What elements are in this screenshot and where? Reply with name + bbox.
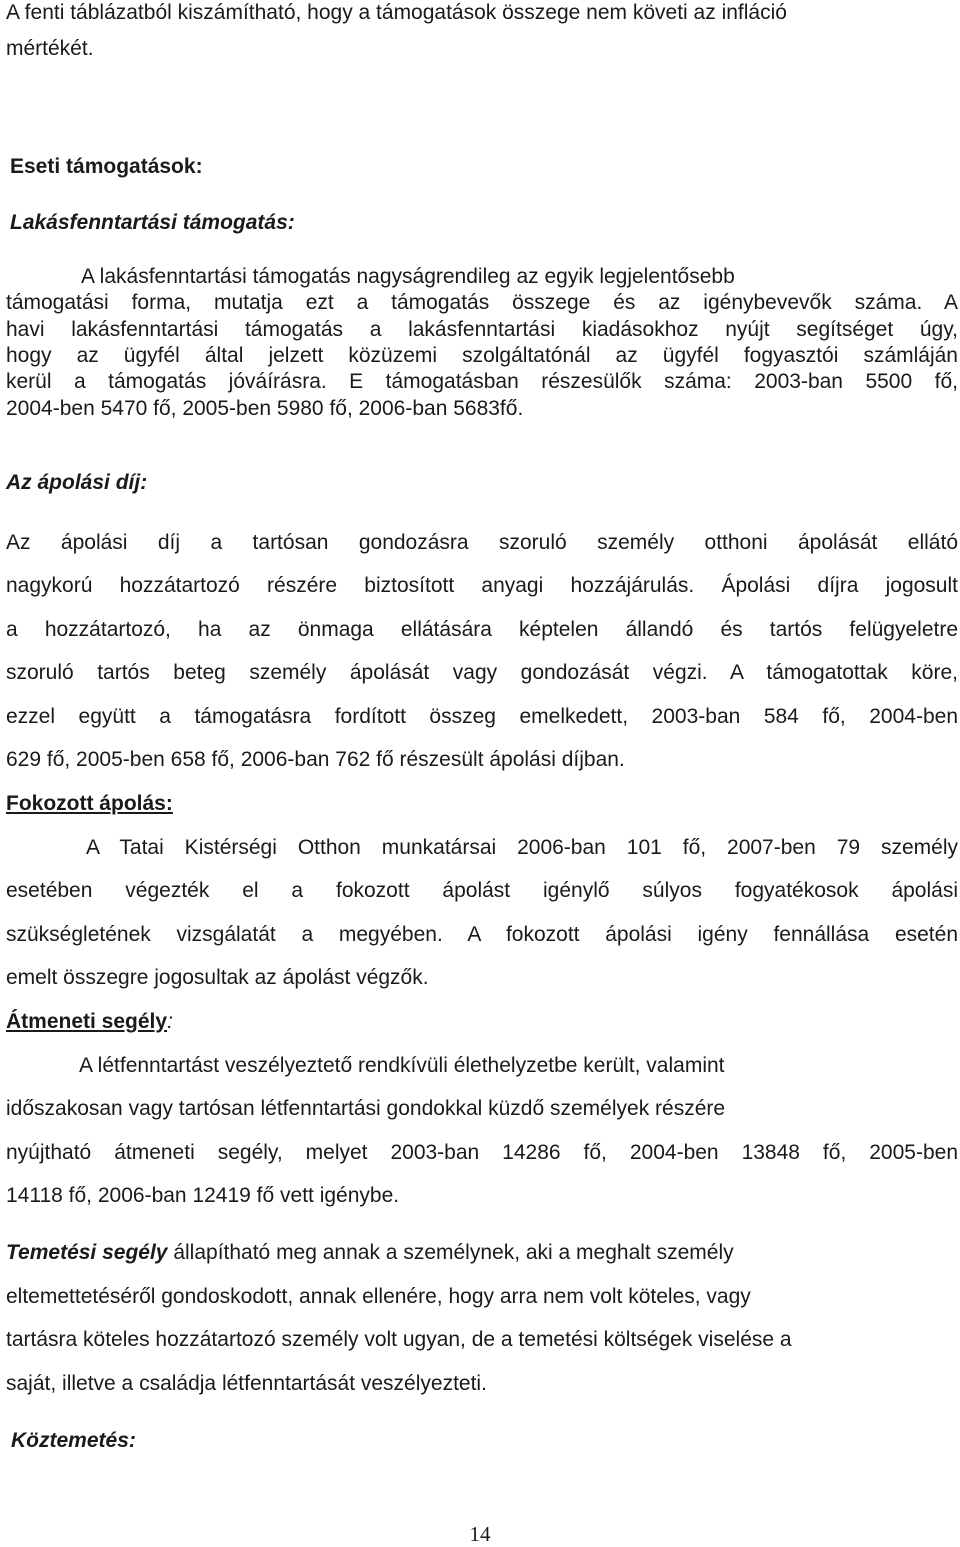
fokozott-line-2: esetében végezték el a fokozott ápolást igénylő súlyos fogyatékosok ápolási [6,879,958,902]
intro-line-1: A fenti táblázatból kiszámítható, hogy a támogatások összege nem követi az infláció [6,1,787,24]
lakas-subheading: Lakásfenntartási támogatás: [10,211,295,234]
lakas-line-5: kerül a támogatás jóváírásra. E támogatásban részesülők száma: 2003-ban 5500 fő, [6,370,958,393]
temetesi-line-1 [6,1242,734,1263]
apolasi-line-1: Az ápolási díj a tartósan gondozásra szoruló személy otthoni ápolását ellátó [6,531,958,554]
apolasi-line-6: 629 fő, 2005-ben 658 fő, 2006-ban 762 fő részesült ápolási díjban. [6,748,625,771]
fokozott-line-1: A Tatai Kistérségi Otthon munkatársai 2006-ban 101 fő, 2007-ben 79 személy [86,836,958,859]
apolasi-line-2: nagykorú hozzátartozó részére biztosított anyagi hozzájárulás. Ápolási díjra jogosult [6,574,958,597]
atmeneti-line-3: nyújtható átmeneti segély, melyet 2003-ban 14286 fő, 2004-ben 13848 fő, 2005-ben [6,1141,958,1164]
fokozott-heading: Fokozott ápolás: [6,792,173,815]
eseti-heading: Eseti támogatások: [10,155,203,178]
temetesi-heading: Temetési segély [6,1241,168,1264]
temetesi-line-2: eltemettetéséről gondoskodott, annak ellenére, hogy arra nem volt köteles, vagy [6,1285,751,1308]
temetesi-line-3: tartásra köteles hozzátartozó személy volt ugyan, de a temetési költségek viselése a [6,1328,792,1351]
apolasi-line-3: a hozzátartozó, ha az önmaga ellátására képtelen állandó és tartós felügyeletre [6,618,958,641]
lakas-line-4: hogy az ügyfél által jelzett közüzemi szolgáltatónál az ügyfél fogyasztói számláján [6,344,958,367]
page-number: 14 [469,1522,491,1546]
atmeneti-heading-line [6,1011,173,1032]
lakas-line-2: támogatási forma, mutatja ezt a támogatás összege és az igénybevevők száma. A [6,291,958,314]
temetesi-line-1-rest: állapítható meg annak a személynek, aki a meghalt személy [167,1241,734,1264]
lakas-line-6: 2004-ben 5470 fő, 2005-ben 5980 fő, 2006-ban 5683fő. [6,397,524,420]
atmeneti-line-2: időszakosan vagy tartósan létfenntartási gondokkal küzdő személyek részére [6,1097,726,1120]
atmeneti-colon: : [167,1010,173,1033]
apolasi-line-5: ezzel együtt a támogatásra fordított összeg emelkedett, 2003-ban 584 fő, 2004-ben [6,705,958,728]
lakas-line-3: havi lakásfenntartási támogatás a lakásfenntartási kiadásokhoz nyújt segítséget úgy, [6,318,958,341]
apolasi-line-4: szoruló tartós beteg személy ápolását vagy gondozását végzi. A támogatottak köre, [6,661,958,684]
intro-line-2: mértékét. [6,37,94,60]
apolasi-heading: Az ápolási díj: [6,471,148,494]
fokozott-line-4: emelt összegre jogosultak az ápolást végzők. [6,966,429,989]
atmeneti-line-4: 14118 fő, 2006-ban 12419 fő vett igénybe. [6,1184,400,1207]
koztemetes-heading: Köztemetés: [11,1429,136,1452]
atmeneti-line-1: A létfenntartást veszélyeztető rendkívüli élethelyzetbe került, valamint [79,1054,725,1077]
temetesi-line-4: saját, illetve a családja létfenntartását veszélyezteti. [6,1372,487,1395]
lakas-line-1: A lakásfenntartási támogatás nagyságrendileg az egyik legjelentősebb [81,265,735,288]
fokozott-line-3: szükségletének vizsgálatát a megyében. A fokozott ápolási igény fennállása esetén [6,923,958,946]
atmeneti-heading: Átmeneti segély [6,1010,168,1033]
